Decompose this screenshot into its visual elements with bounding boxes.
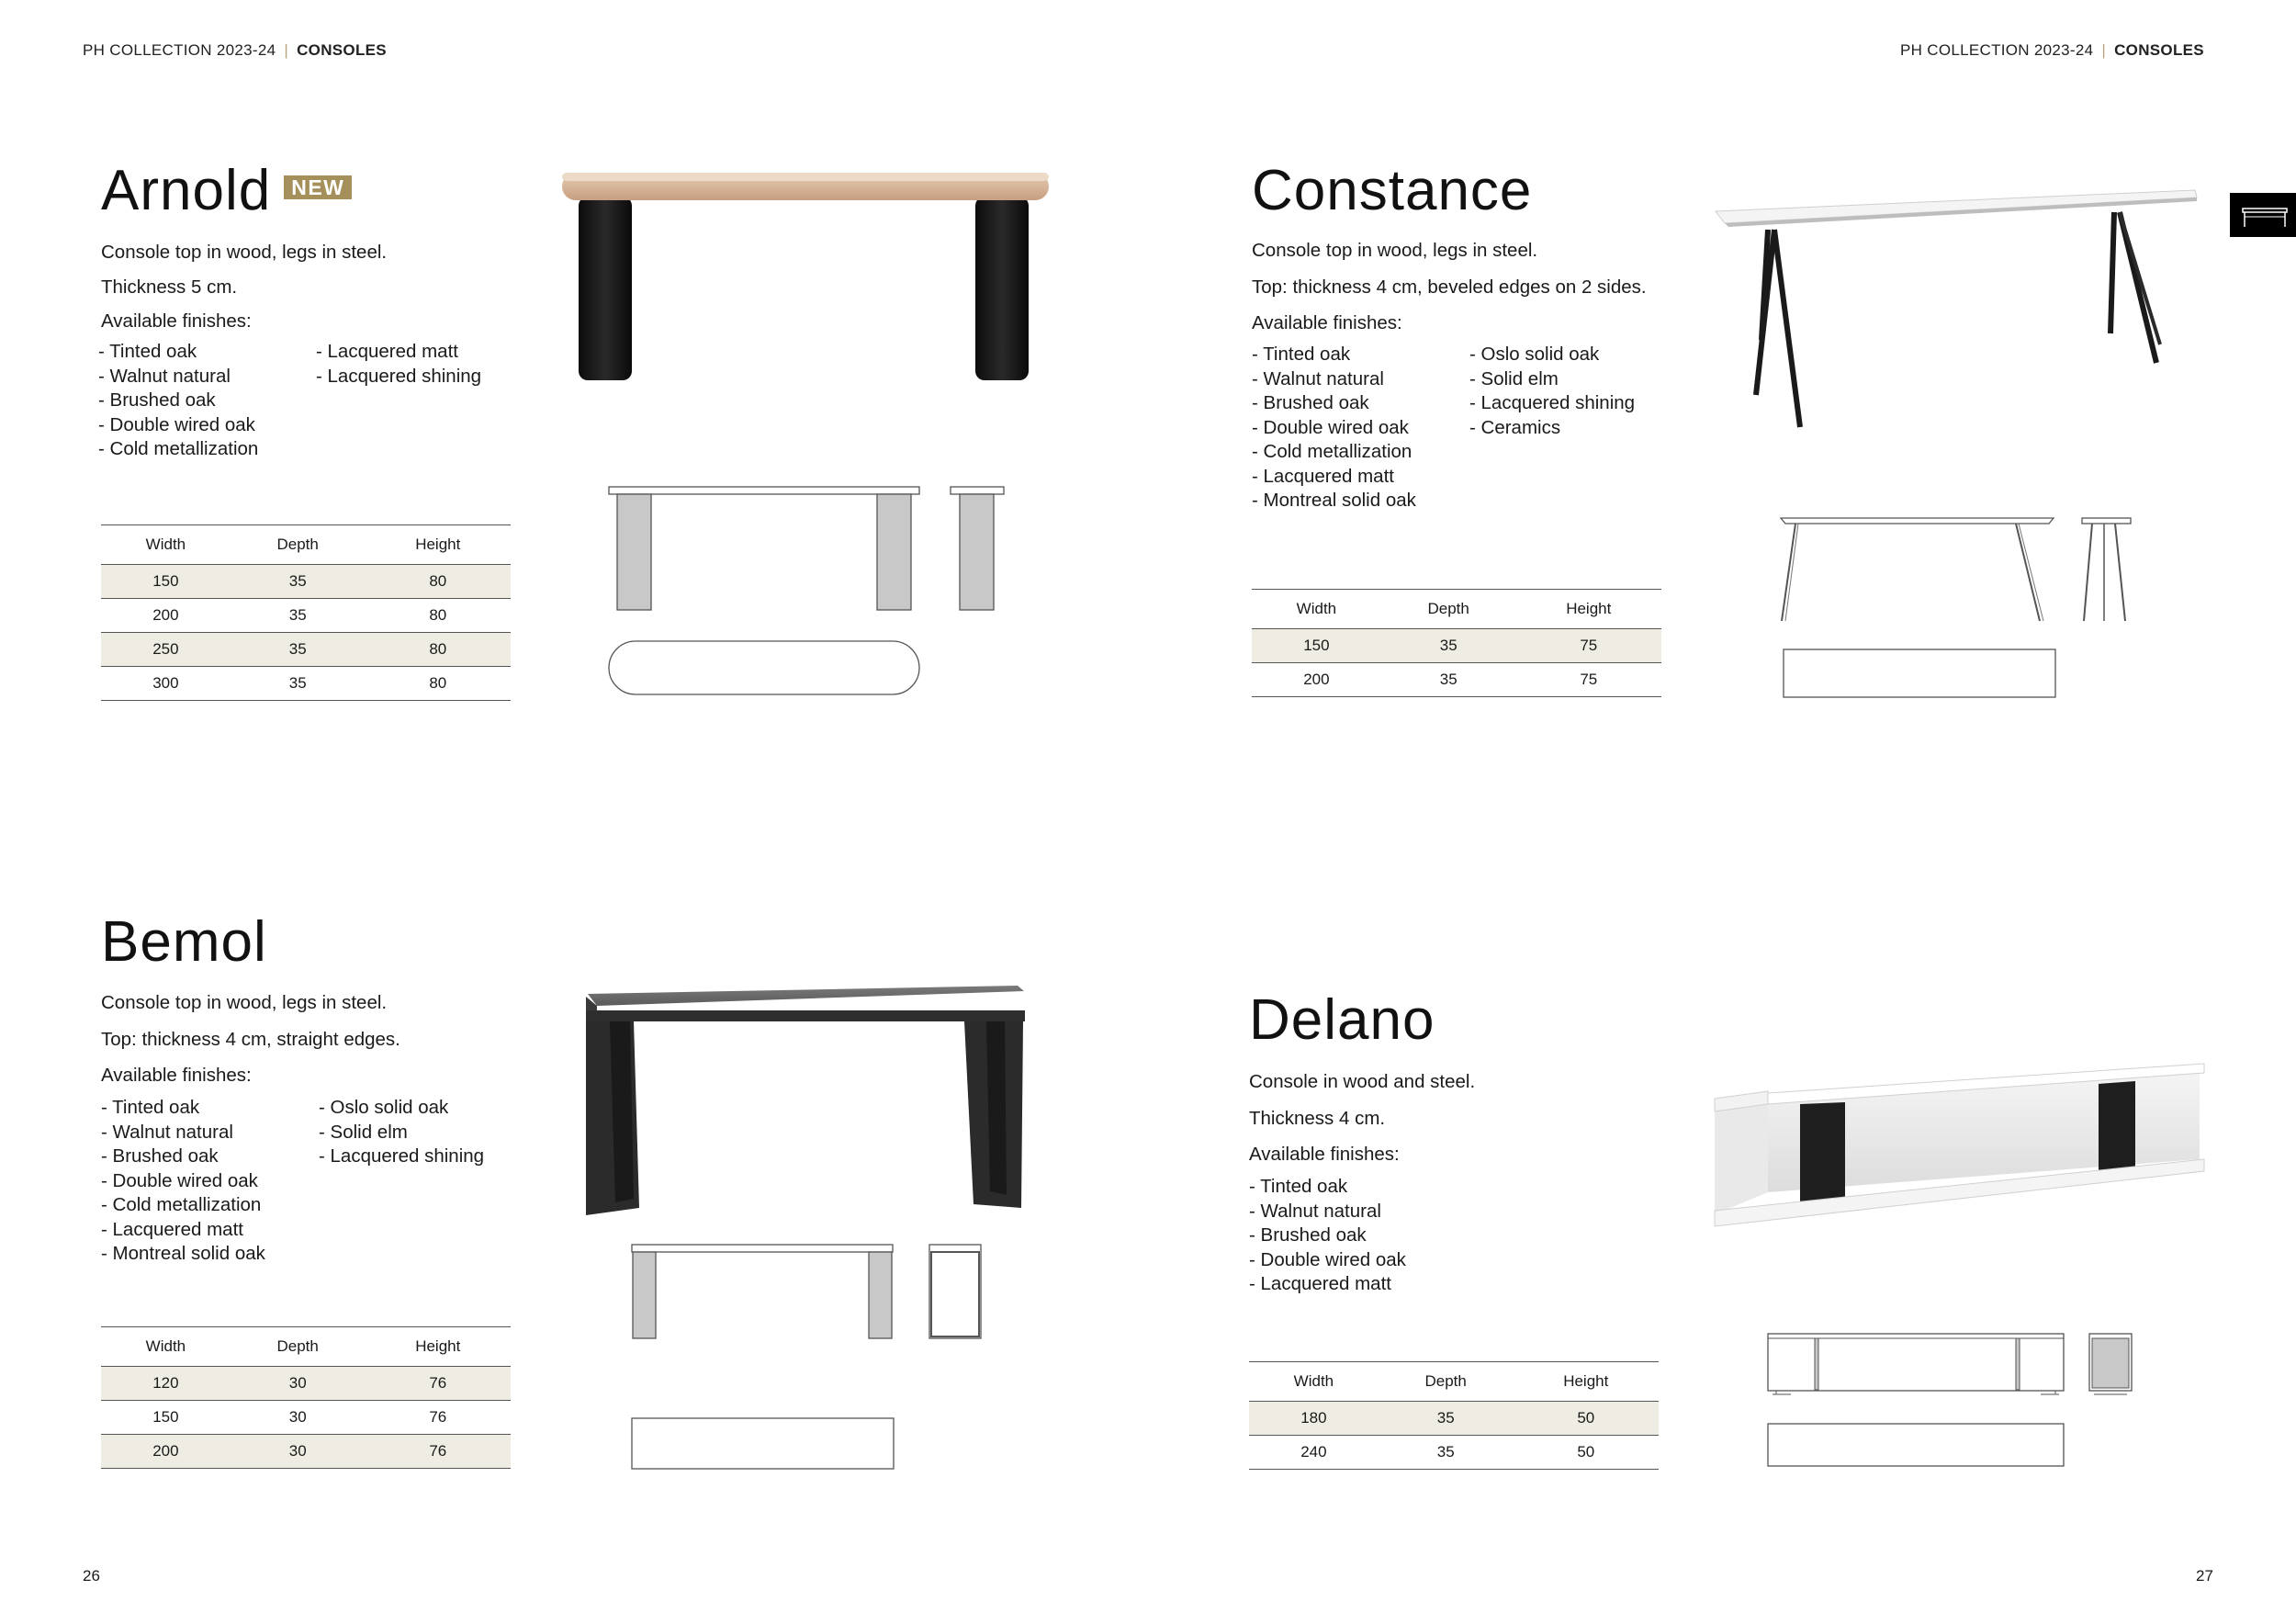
col-header: Width (101, 525, 231, 565)
desc-line: Top: thickness 4 cm, beveled edges on 2 sides. (1252, 276, 1647, 298)
dimensions-table (1252, 589, 1661, 697)
table-cell: 240 (1249, 1436, 1379, 1470)
table-cell: 35 (231, 667, 366, 701)
finish-item: - Tinted oak (1249, 1176, 1348, 1197)
col-header: Width (1249, 1362, 1379, 1402)
running-header-left: PH COLLECTION 2023-24 | CONSOLES (83, 41, 387, 59)
dimensions-table (1249, 1361, 1659, 1470)
bemol-product-image (579, 978, 1033, 1226)
table-cell: 76 (366, 1401, 511, 1435)
console-icon (2230, 193, 2296, 237)
delano-technical-drawing (1763, 1329, 2140, 1476)
finish-item: - Oslo solid oak (1469, 344, 1600, 365)
table-header-row (1249, 1362, 1659, 1402)
table-row (101, 667, 511, 701)
desc-line: Console top in wood, legs in steel. (101, 242, 388, 263)
arnold-product-image (560, 165, 1052, 404)
section-label: CONSOLES (2114, 41, 2204, 59)
table-cell: 35 (231, 565, 366, 599)
col-header: Height (366, 525, 511, 565)
table-cell: 200 (101, 1435, 231, 1469)
table-row (101, 1435, 511, 1469)
finish-item: - Double wired oak (1249, 1248, 1406, 1270)
product-name: Bemol (101, 910, 267, 974)
collection-label: PH COLLECTION 2023-24 (1900, 41, 2094, 59)
finish-item: - Cold metallization (101, 1194, 262, 1215)
table-header-row (1252, 590, 1661, 629)
table-row (1252, 629, 1661, 663)
finish-item: - Cold metallization (1252, 441, 1412, 462)
col-header: Width (101, 1327, 231, 1367)
bemol-technical-drawing (629, 1242, 987, 1472)
running-header-right: PH COLLECTION 2023-24 | CONSOLES (1900, 41, 2204, 59)
finish-item: - Double wired oak (101, 1169, 258, 1191)
table-cell: 35 (1381, 629, 1516, 663)
table-row (101, 1401, 511, 1435)
table-cell: 250 (101, 633, 231, 667)
table-cell: 35 (231, 599, 366, 633)
table-cell: 200 (1252, 663, 1381, 697)
product-name: Constance (1252, 159, 1533, 222)
table-row (101, 599, 511, 633)
finishes-list (1249, 1175, 1406, 1297)
table-cell: 300 (101, 667, 231, 701)
col-header: Height (366, 1327, 511, 1367)
product-description (1249, 1073, 1475, 1180)
finishes-list (98, 340, 481, 462)
page-number-right: 27 (2196, 1567, 2213, 1585)
desc-line: Console top in wood, legs in steel. (101, 992, 388, 1013)
col-header: Depth (1379, 1362, 1514, 1402)
finish-item: - Walnut natural (98, 365, 231, 387)
finish-item: - Lacquered matt (101, 1218, 243, 1240)
finish-item: - Lacquered matt (316, 341, 458, 362)
table-row (101, 565, 511, 599)
table-cell: 76 (366, 1435, 511, 1469)
product-title-bemol (101, 910, 267, 974)
finish-item: - Brushed oak (101, 1145, 219, 1167)
finish-item: - Brushed oak (98, 389, 216, 411)
finish-item: - Tinted oak (98, 341, 197, 362)
finish-item: - Walnut natural (1252, 367, 1384, 389)
table-cell: 35 (1379, 1402, 1514, 1436)
table-cell: 80 (366, 667, 511, 701)
table-header-row (101, 1327, 511, 1367)
col-header: Depth (1381, 590, 1516, 629)
dimensions-table (101, 1326, 511, 1469)
desc-line: Available finishes: (101, 1065, 252, 1086)
product-name: Arnold (101, 159, 272, 222)
finish-item: - Solid elm (1469, 367, 1559, 389)
constance-product-image (1708, 179, 2204, 445)
product-description (101, 243, 387, 347)
finish-item: - Tinted oak (1252, 344, 1351, 365)
desc-line: Console in wood and steel. (1249, 1071, 1476, 1092)
section-tab[interactable] (2230, 193, 2296, 237)
finishes-list (101, 1096, 484, 1267)
product-description (1252, 242, 1647, 349)
desc-line: Available finishes: (101, 310, 252, 332)
table-cell: 76 (366, 1367, 511, 1401)
table-cell: 75 (1516, 629, 1661, 663)
col-header: Depth (231, 525, 366, 565)
finish-item: - Ceramics (1469, 416, 1561, 438)
finish-item: - Tinted oak (101, 1097, 200, 1118)
delano-product-image (1713, 1056, 2209, 1235)
table-cell: 180 (1249, 1402, 1379, 1436)
col-header: Height (1516, 590, 1661, 629)
finish-item: - Double wired oak (1252, 416, 1409, 438)
finish-item: - Double wired oak (98, 413, 255, 435)
table-row (1249, 1436, 1659, 1470)
arnold-technical-drawing (606, 482, 1010, 703)
product-title-delano (1249, 988, 1435, 1052)
desc-line: Available finishes: (1249, 1144, 1400, 1165)
table-cell: 30 (231, 1401, 366, 1435)
table-cell: 50 (1514, 1436, 1659, 1470)
table-cell: 200 (101, 599, 231, 633)
table-row (101, 1367, 511, 1401)
table-cell: 30 (231, 1435, 366, 1469)
finish-item: - Walnut natural (101, 1121, 233, 1143)
finish-item: - Solid elm (319, 1121, 408, 1143)
desc-line: Top: thickness 4 cm, straight edges. (101, 1028, 400, 1050)
product-title-arnold (101, 159, 352, 222)
col-header: Depth (231, 1327, 366, 1367)
finish-item: - Lacquered shining (316, 365, 482, 387)
desc-line: Available finishes: (1252, 312, 1402, 333)
page-number-left: 26 (83, 1567, 100, 1585)
finish-item: - Walnut natural (1249, 1200, 1381, 1222)
table-header-row (101, 525, 511, 565)
table-cell: 150 (101, 565, 231, 599)
table-row (101, 633, 511, 667)
table-cell: 35 (1381, 663, 1516, 697)
finish-item: - Lacquered shining (319, 1145, 485, 1167)
product-description (101, 994, 400, 1101)
finish-item: - Brushed oak (1252, 392, 1369, 413)
table-row (1249, 1402, 1659, 1436)
table-cell: 120 (101, 1367, 231, 1401)
finish-item: - Lacquered matt (1249, 1273, 1391, 1294)
table-cell: 80 (366, 599, 511, 633)
table-cell: 75 (1516, 663, 1661, 697)
finish-item: - Lacquered shining (1469, 392, 1636, 413)
collection-label: PH COLLECTION 2023-24 (83, 41, 276, 59)
table-cell: 150 (1252, 629, 1381, 663)
finish-item: - Montreal solid oak (1252, 490, 1416, 511)
product-name: Delano (1249, 988, 1435, 1052)
finish-item: - Cold metallization (98, 438, 259, 459)
finish-item: - Montreal solid oak (101, 1243, 265, 1264)
table-cell: 50 (1514, 1402, 1659, 1436)
table-cell: 30 (231, 1367, 366, 1401)
finish-item: - Lacquered matt (1252, 465, 1394, 487)
col-header: Height (1514, 1362, 1659, 1402)
product-title-constance (1252, 159, 1533, 222)
finish-item: - Oslo solid oak (319, 1097, 449, 1118)
desc-line: Thickness 5 cm. (101, 276, 238, 298)
dimensions-table (101, 524, 511, 701)
new-badge: NEW (284, 175, 352, 199)
col-header: Width (1252, 590, 1381, 629)
finish-item: - Brushed oak (1249, 1224, 1367, 1246)
table-cell: 35 (231, 633, 366, 667)
table-row (1252, 663, 1661, 697)
table-cell: 80 (366, 633, 511, 667)
finishes-list (1252, 343, 1635, 513)
section-label: CONSOLES (297, 41, 387, 59)
table-cell: 150 (101, 1401, 231, 1435)
table-cell: 35 (1379, 1436, 1514, 1470)
desc-line: Console top in wood, legs in steel. (1252, 240, 1538, 261)
constance-technical-drawing (1777, 514, 2135, 703)
table-cell: 80 (366, 565, 511, 599)
desc-line: Thickness 4 cm. (1249, 1107, 1386, 1129)
